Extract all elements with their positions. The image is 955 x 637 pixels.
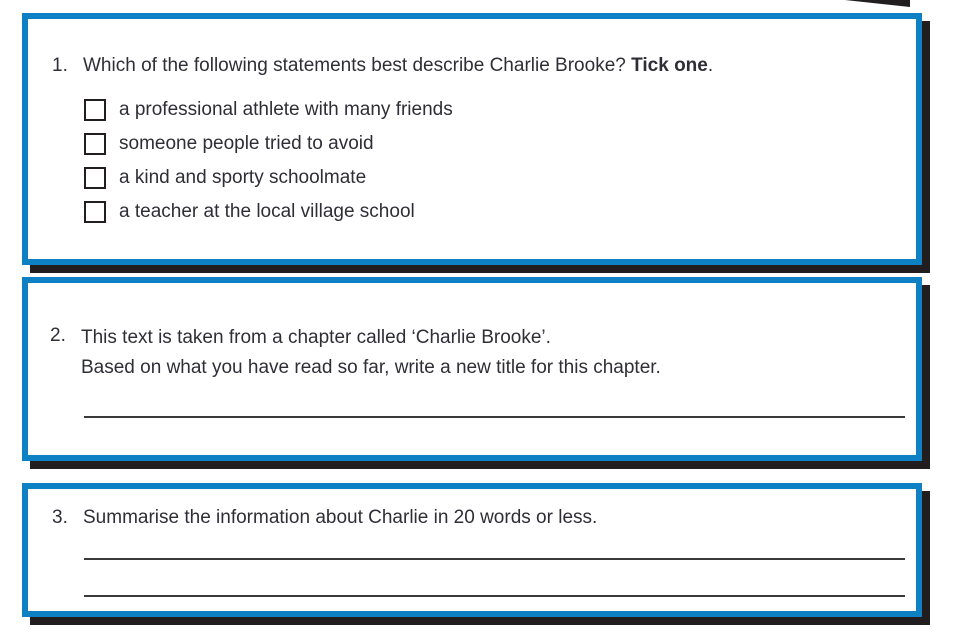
question-2-number: 2. (50, 325, 66, 346)
option-row (84, 195, 916, 229)
option-row (84, 161, 916, 195)
checkbox[interactable] (84, 167, 106, 189)
question-3-number: 3. (52, 507, 68, 528)
cut-off-box-shadow (845, 0, 910, 7)
checkbox[interactable] (84, 201, 106, 223)
question-1-text-period: . (707, 55, 714, 76)
question-2-text-line-1: This text is taken from a chapter called ‘Charlie Brooke’. (81, 327, 551, 348)
question-2-text (81, 323, 661, 383)
option-label: a kind and sporty schoolmate (119, 167, 367, 188)
question-3-text: Summarise the information about Charlie in 20 words or less. (83, 507, 598, 528)
question-2-text-line-2: Based on what you have read so far, write a new title for this chapter. (81, 357, 661, 378)
option-label: a professional athlete with many friends (119, 99, 453, 120)
answer-writing-line[interactable] (84, 558, 905, 560)
question-3-row (52, 505, 916, 531)
answer-writing-line[interactable] (84, 595, 905, 597)
checkbox[interactable] (84, 99, 106, 121)
question-2-box (22, 277, 922, 461)
question-1-text (83, 53, 713, 79)
option-row (84, 127, 916, 161)
question-1-text-normal: Which of the following statements best describe Charlie Brooke? (83, 55, 632, 76)
question-1-number: 1. (52, 55, 68, 76)
option-label: a teacher at the local village school (119, 201, 415, 222)
question-2-row (50, 323, 916, 383)
question-1-row (52, 53, 916, 79)
question-1-box (22, 13, 922, 265)
question-1-text-bold: Tick one (631, 55, 708, 76)
option-row (84, 93, 916, 127)
answer-writing-line[interactable] (84, 416, 905, 418)
question-3-box (22, 483, 922, 617)
option-label: someone people tried to avoid (119, 133, 374, 154)
checkbox[interactable] (84, 133, 106, 155)
question-1-options-list (84, 93, 916, 229)
